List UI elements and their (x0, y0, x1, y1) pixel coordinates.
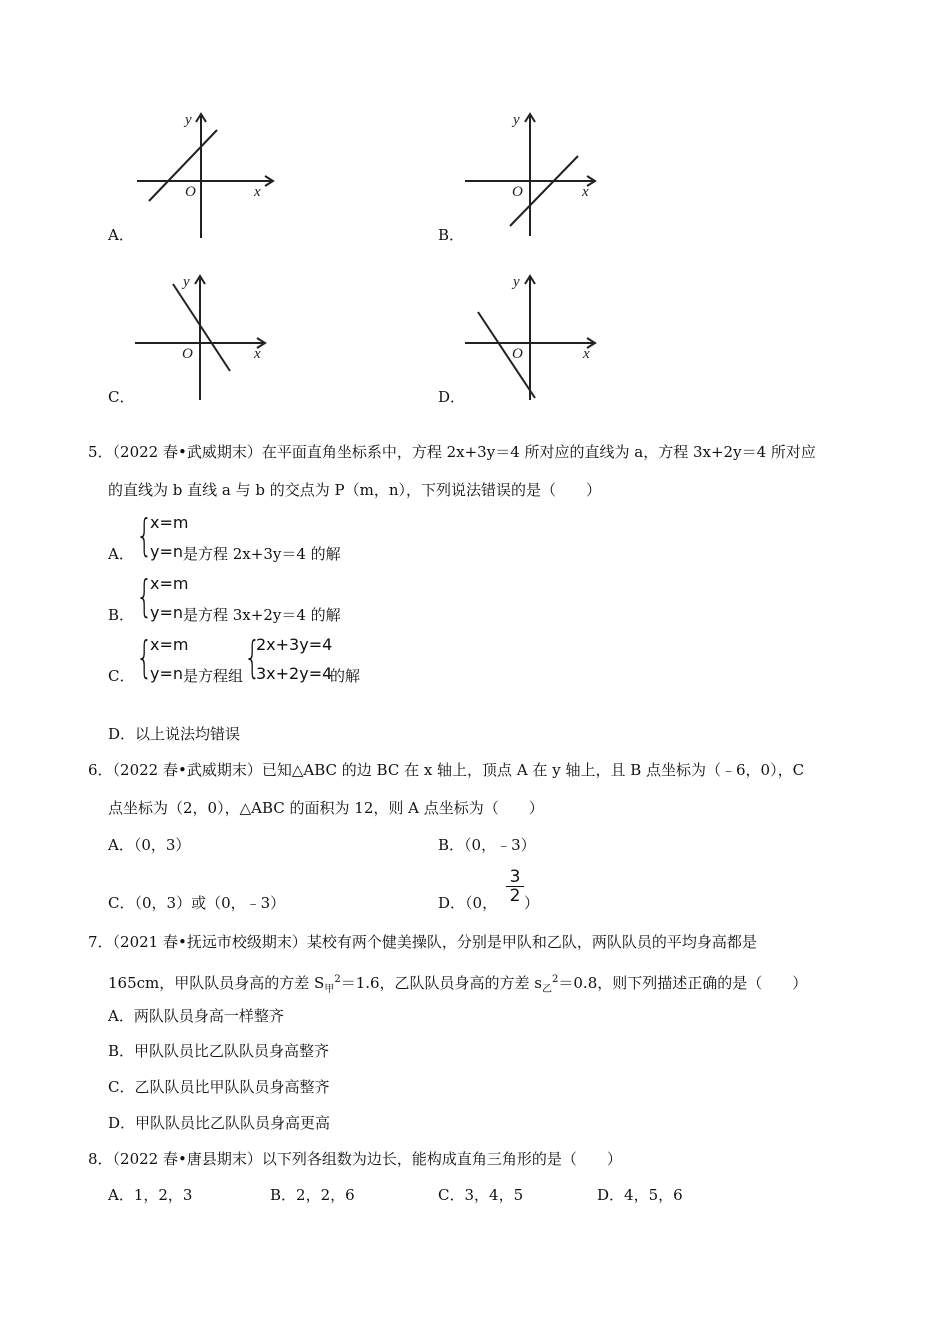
graph-d (463, 270, 613, 410)
graph-line (478, 312, 535, 398)
q7-option-c[interactable]: C．乙队队员比甲队队员身高整齐 (108, 1078, 330, 1096)
q6-option-a[interactable]: A．（0，3） (108, 836, 191, 854)
system-eq1: x=m (150, 574, 189, 593)
q5-option-c[interactable] (108, 634, 508, 686)
option-letter: C． (108, 667, 135, 685)
system-eq4: 3x+2y=4 (256, 664, 333, 683)
q8-option-c[interactable]: C．3，4，5 (438, 1186, 524, 1204)
q8-stem: 8．（2022 春•唐县期末）以下列各组数为边长，能构成直角三角形的是（ ） (88, 1150, 622, 1168)
brace-icon: { (136, 571, 153, 622)
q5-option-b[interactable] (108, 573, 508, 625)
y-label: y (513, 112, 520, 128)
option-suffix: ） (524, 894, 540, 912)
q7-option-b[interactable]: B．甲队队员比乙队队员身高整齐 (108, 1042, 330, 1060)
option-tail: 是方程 3x+2y＝4 的解 (183, 606, 341, 624)
q6-option-b[interactable]: B．（0，﹣3） (438, 836, 536, 854)
q6-stem-line1: 6．（2022 春•武威期末）已知△ABC 的边 BC 在 x 轴上，顶点 A 在 y 轴上，且 B 点坐标为（﹣6，0），C (88, 761, 805, 779)
q6-option-c[interactable]: C．（0，3）或（0，﹣3） (108, 894, 286, 912)
superscript-2: 2 (334, 974, 341, 985)
q7-stem-line1: 7．（2021 春•抚远市校级期末）某校有两个健美操队，分别是甲队和乙队，两队队员的平均身高都是 (88, 933, 757, 951)
origin-label: O (185, 184, 196, 200)
system-eq2: y=n (150, 603, 184, 622)
q4-option-a[interactable] (108, 108, 308, 248)
origin-label: O (512, 346, 523, 362)
graph-line (149, 130, 217, 201)
q5-stem-line1: 5．（2022 春•武威期末）在平面直角坐标系中，方程 2x+3y＝4 所对应的直线为 a，方程 3x+2y＝4 所对应 (88, 443, 816, 461)
system-eq1: x=m (150, 513, 189, 532)
brace-icon: { (136, 510, 153, 561)
graph-b (463, 108, 613, 248)
x-label: x (583, 346, 590, 362)
option-letter: C． (108, 388, 135, 406)
system-eq2: y=n (150, 664, 184, 683)
q5-stem-line2: 的直线为 b 直线 a 与 b 的交点为 P（m，n），下列说法错误的是（ ） (108, 481, 602, 499)
x-label: x (254, 346, 261, 362)
system-eq1: x=m (150, 635, 189, 654)
q8-option-b[interactable]: B．2，2，6 (270, 1186, 355, 1204)
q8-option-a[interactable]: A．1，2，3 (108, 1186, 193, 1204)
q7-option-a[interactable]: A．两队队员身高一样整齐 (108, 1007, 284, 1025)
q4-option-c[interactable] (108, 270, 308, 410)
option-letter: A． (108, 545, 134, 563)
option-tail: 的解 (330, 667, 361, 685)
system-eq3: 2x+3y=4 (256, 635, 333, 654)
superscript-2: 2 (552, 974, 559, 985)
origin-label: O (182, 346, 193, 362)
y-label: y (183, 274, 190, 290)
option-letter: A． (108, 226, 134, 244)
q7-option-d[interactable]: D．甲队队员比乙队队员身高更高 (108, 1114, 331, 1132)
stem-part2: ＝1.6，乙队队员身高的方差 s (340, 974, 543, 992)
option-letter: D． (438, 388, 466, 406)
subscript-jia: 甲 (324, 984, 335, 995)
stem-part3: ＝0.8，则下列描述正确的是（ ） (558, 974, 808, 992)
option-prefix: D．（0， (438, 894, 498, 912)
q6-stem-line2: 点坐标为（2，0），△ABC 的面积为 12，则 A 点坐标为（ ） (108, 799, 544, 817)
q4-option-b[interactable] (438, 108, 638, 248)
q4-option-d[interactable] (438, 270, 638, 410)
y-label: y (513, 274, 520, 290)
q8-option-d[interactable]: D．4，5，6 (597, 1186, 683, 1204)
q5-option-a[interactable] (108, 512, 508, 564)
option-letter: B． (438, 226, 465, 244)
fraction-numerator: 3 (509, 867, 521, 887)
option-letter: B． (108, 606, 135, 624)
q7-stem-line2 (108, 970, 807, 1000)
graph-c (133, 270, 283, 410)
option-tail: 是方程 2x+3y＝4 的解 (183, 545, 341, 563)
brace-icon: { (136, 632, 153, 683)
fraction (506, 868, 524, 905)
x-label: x (254, 184, 261, 200)
origin-label: O (512, 184, 523, 200)
system-eq2: y=n (150, 542, 184, 561)
q5-option-d[interactable]: D．以上说法均错误 (108, 725, 241, 743)
stem-part1: 165cm，甲队队员身高的方差 S (108, 974, 325, 992)
x-label: x (582, 184, 589, 200)
graph-a (133, 108, 283, 248)
option-mid: 是方程组 (183, 667, 244, 685)
y-label: y (185, 112, 192, 128)
brace-icon: { (244, 632, 261, 683)
fraction-denominator: 2 (506, 886, 524, 905)
subscript-yi: 乙 (542, 984, 553, 995)
